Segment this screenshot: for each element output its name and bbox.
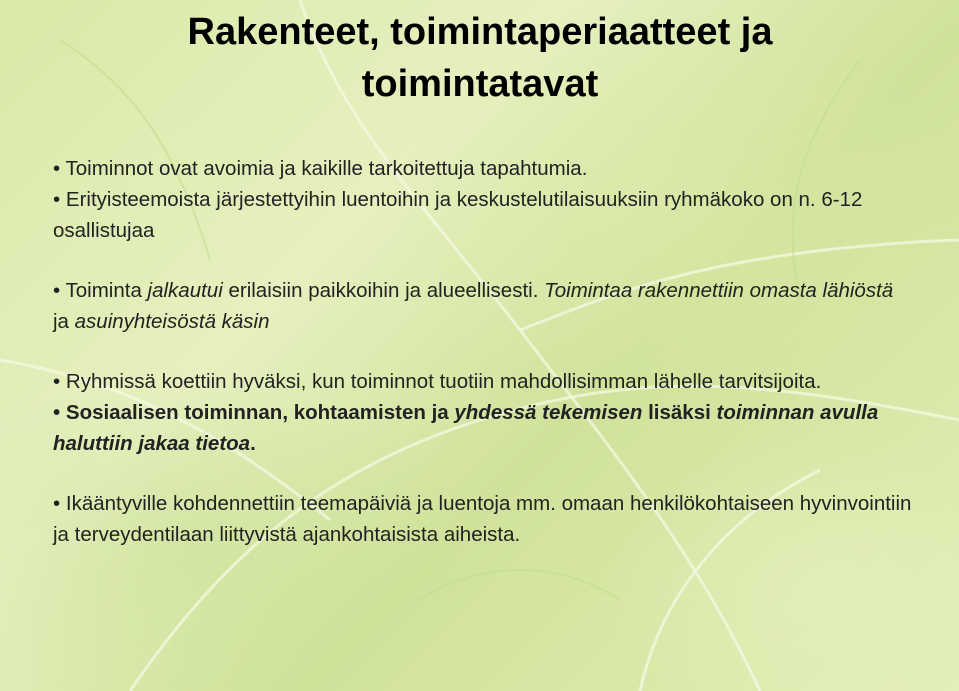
title-line-1: Rakenteet, toimintaperiaatteet ja [187, 11, 773, 53]
bullet-text-bold: . [250, 432, 256, 455]
bullet-item [53, 153, 913, 184]
bullet-text-bold-italic: yhdessä tekemisen [454, 401, 643, 424]
bullet-text: Erityisteemoista järjestettyihin luentoihin ja keskustelutilaisuuksiin ryhmäkoko on n. 6-12 osallistujaa [53, 188, 863, 242]
bullet-item [53, 366, 913, 397]
bullet-icon: • [53, 188, 61, 211]
bullet-item [53, 397, 913, 459]
bullet-text: Ikääntyville kohdennettiin teemapäiviä ja luentoja mm. omaan henkilökohtaiseen hyvinvointiin ja terveydentilaan liittyvistä ajankohtaisista aiheista. [53, 492, 912, 546]
bullet-icon: • [53, 157, 61, 180]
bullet-text-bold: lisäksi [642, 401, 717, 424]
bullet-text-bold-italic: toiminnan avulla haluttiin jakaa tietoa [53, 401, 879, 455]
bullet-icon: • [53, 401, 61, 424]
spacer [53, 337, 913, 366]
title-line-2: toimintatavat [361, 63, 599, 105]
bullet-text: Toiminnot ovat avoimia ja kaikille tarkoitettuja tapahtumia. [65, 157, 588, 180]
bullet-icon: • [53, 279, 61, 302]
bullet-text-italic: jalkautui [147, 279, 223, 302]
bullet-icon: • [53, 370, 61, 393]
bullet-text-bold: Sosiaalisen toiminnan, kohtaamisten ja [65, 401, 455, 424]
bullet-icon: • [53, 492, 61, 515]
bullet-text: erilaisiin paikkoihin ja alueellisesti. [222, 279, 545, 302]
bullet-text: Toiminta [65, 279, 148, 302]
bullet-list [53, 153, 913, 550]
bullet-text: Ryhmissä koettiin hyväksi, kun toiminnot tuotiin mahdollisimman lähelle tarvitsijoita. [65, 370, 822, 393]
spacer [53, 459, 913, 488]
bullet-text-italic: Toimintaa rakennettiin omasta lähiöstä [544, 279, 894, 302]
bullet-item [53, 275, 913, 337]
bullet-text: ja [53, 310, 75, 333]
bullet-item [53, 488, 913, 550]
bullet-text-italic: asuinyhteisöstä käsin [74, 310, 270, 333]
slide-title [40, 6, 920, 110]
spacer [53, 246, 913, 275]
bullet-item [53, 184, 913, 246]
